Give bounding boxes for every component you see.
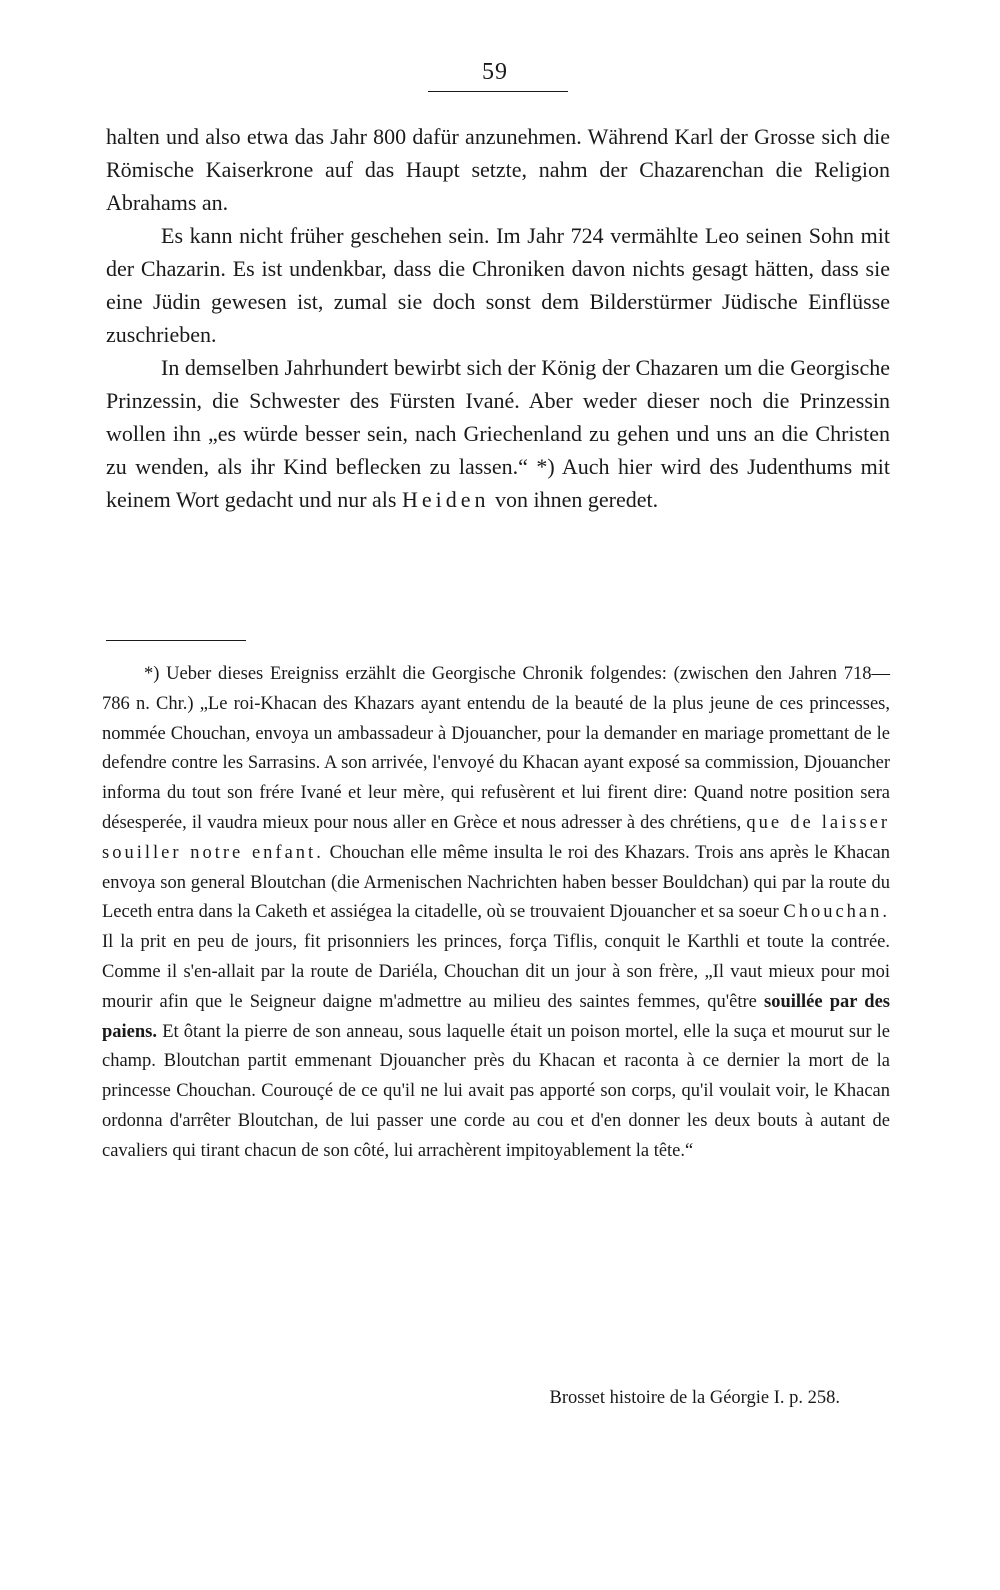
footnote-text-4: Et ôtant la pierre de son anneau, sous laquelle était un poison mortel, elle la suça et mourut sur le champ. Bloutchan partit emmenant Djouancher près du Khacan et raconta à ce dernier la mort de la princesse Chouchan. Courouçé de ce qu'il ne lui avait pas apporté son corps, qu'il voulait voir, le Khacan ordonna d'arrêter Bloutchan, de lui passer une corde au cou et d'en donner les deux bouts à autant de cavaliers qui tirant chacun de son côté, lui arrachèrent impitoyablement la tête.“ (102, 1021, 890, 1161)
paragraph-3-ending: von ihnen geredet. (495, 487, 659, 512)
footnote-source: Brosset histoire de la Géorgie I. p. 258. (549, 1388, 840, 1408)
paragraph-2 (106, 219, 890, 351)
main-text (106, 120, 890, 516)
footnote-text-1: *) Ueber dieses Ereigniss erzählt die Georgische Chronik folgendes: (zwischen den Jahren 718—786 n. Chr.) „Le roi-Khacan des Khazars ayant entendu de la beauté de la plus jeune de ces princesses, nommée Chouchan, envoya un ambassadeur à Djouancher, pour la demander en mariage promettant de le defendre contre les Sarrasins. A son arrivée, l'envoyé du Khacan ayant exposé sa commission, Djouancher informa du tout son frére Ivané et leur mère, qui refusèrent et lui firent dire: Quand notre position sera désesperée, il vaudra mieux pour nous aller en Grèce et nous adresser à des chrétiens, (102, 664, 890, 833)
page-number: 59 (482, 59, 508, 85)
paragraph-2-text: Es kann nicht früher geschehen sein. Im Jahr 724 vermählte Leo seinen Sohn mit der Chazarin. Es ist undenkbar, dass die Chroniken davon nichts gesagt hätten, dass sie eine Jüdin gewesen ist, zumal sie doch sonst dem Bilderstürmer Jüdische Einflüsse zuschrieben. (106, 223, 890, 347)
footnote-spaced-name: Chouchan. (783, 902, 890, 923)
spaced-word-heiden: Heiden (401, 487, 490, 512)
footnote-rule (106, 640, 246, 641)
paragraph-3 (106, 351, 890, 516)
footnote-text-3: Il la prit en peu de jours, fit prisonniers les princes, força Tiflis, conquit le Karthli et toute la contrée. Comme il s'en-allait par la route de Dariéla, Chouchan dit un jour à son frère, „Il vaut mieux pour moi mourir afin que le Seigneur daigne m'admettre au milieu des saintes femmes, qu'être (102, 932, 890, 1012)
footnote (102, 660, 890, 1167)
paragraph-1-text: halten und also etwa das Jahr 800 dafür anzunehmen. Während Karl der Grosse sich die Römische Kaiserkrone auf das Haupt setzte, nahm der Chazarenchan die Religion Abrahams an. (106, 124, 890, 215)
paragraph-3-text: In demselben Jahrhundert bewirbt sich der König der Chazaren um die Georgische Prinzessin, die Schwester des Fürsten Ivané. Aber weder dieser noch die Prinzessin wollen ihn „es würde besser sein, nach Griechenland zu gehen und uns an die Christen zu wenden, als ihr Kind beflecken zu lassen.“ *) Auch hier wird des Judenthums mit keinem Wort gedacht und nur als (106, 355, 890, 512)
page-number-rule (428, 91, 568, 92)
footnote-paragraph (102, 660, 890, 1167)
footnote-spaced-quote: que de laisser souiller notre enfant. (102, 812, 891, 863)
footnote-bold-phrase: souillée par des paiens. (102, 991, 890, 1042)
paragraph-1 (106, 120, 890, 219)
footnote-text-2: Chouchan elle même insulta le roi des Khazars. Trois ans après le Khacan envoya son general Bloutchan (die Armenischen Nachrichten haben besser Bouldchan) qui par la route du Leceth entra dans la Caketh et assiégea la citadelle, où se trouvaient Djouancher et sa soeur (102, 842, 890, 923)
